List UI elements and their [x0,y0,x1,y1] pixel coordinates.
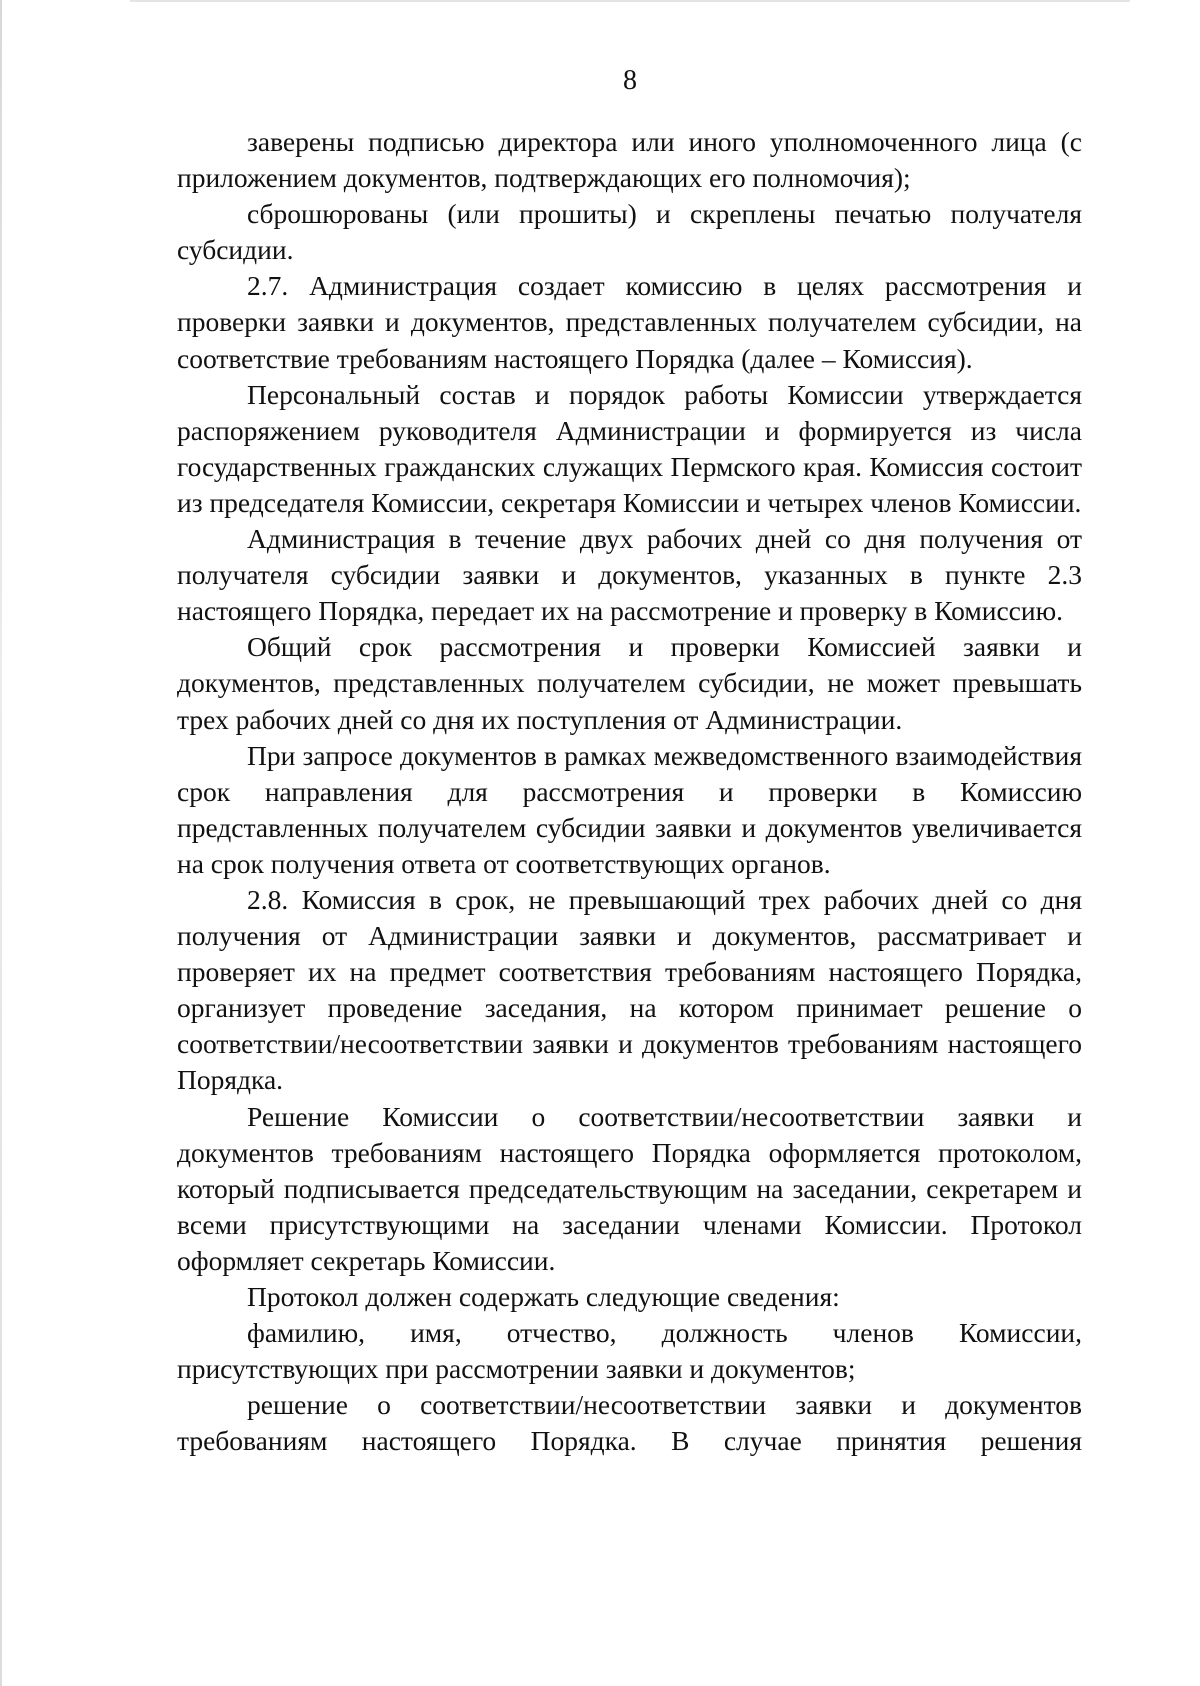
paragraph-2-8-review: 2.8. Комиссия в срок, не превышающий трех рабочих дней со дня получения от Администрации заявки и документов, рассматривает и проверяет их на предмет соответствия требованиям настоящего Порядка, организует проведение заседания, на котором принимает решение о соответствии/несоответствии заявки и документов требованиям настоящего Порядка. [177,883,1082,1096]
scan-edge-top [130,0,1130,2]
paragraph-review-term: Общий срок рассмотрения и проверки Комиссией заявки и документов, представленных получателем субсидии, не может превышать трех рабочих дней со дня их поступления от Администрации. [177,631,1082,735]
paragraph-bound-and-sealed: сброшюрованы (или прошиты) и скреплены печатью получателя субсидии. [177,198,1082,266]
paragraph-2-7-commission: 2.7. Администрация создает комиссию в целях рассмотрения и проверки заявки и документов, представленных получателем субсидии, на соответствие требованиям настоящего Порядка (далее – Комиссия). [177,270,1082,374]
scan-edge-left [0,0,2,1686]
paragraph-members-names: фамилию, имя, отчество, должность членов Комиссии, присутствующих при рассмотрении заявки и документов; [177,1317,1082,1385]
page-number: 8 [623,65,637,96]
paragraph-signed-by-director: заверены подписью директора или иного уполномоченного лица (с приложением документов, подтверждающих его полномочия); [177,126,1082,194]
paragraph-commission-composition: Персональный состав и порядок работы Комиссии утверждается распоряжением руководителя Администрации и формируется из числа государственных гражданских служащих Пермского края. Комиссия состоит из председателя Комиссии, секретаря Комиссии и четырех членов Комиссии. [177,378,1082,518]
document-body [177,124,1082,1459]
paragraph-interagency-request: При запросе документов в рамках межведомственного взаимодействия срок направления для рассмотрения и проверки в Комиссию представленных получателем субсидии заявки и документов увеличивается на срок получения ответа от соответствующих органов. [177,739,1082,879]
paragraph-commission-decision: Решение Комиссии о соответствии/несоответствии заявки и документов требованиям настоящего Порядка оформляется протоколом, который подписывается председательствующим на заседании, секретарем и всеми присутствующими на заседании членами Комиссии. Протокол оформляет секретарь Комиссии. [177,1100,1082,1276]
paragraph-decision-requirements: решение о соответствии/несоответствии заявки и документов требованиям настоящего Порядка. В случае принятия решения [177,1389,1082,1457]
paragraph-transfer-to-commission: Администрация в течение двух рабочих дней со дня получения от получателя субсидии заявки и документов, указанных в пункте 2.3 настоящего Порядка, передает их на рассмотрение и проверку в Комиссию. [177,523,1082,627]
paragraph-protocol-contents: Протокол должен содержать следующие сведения: [247,1281,840,1312]
